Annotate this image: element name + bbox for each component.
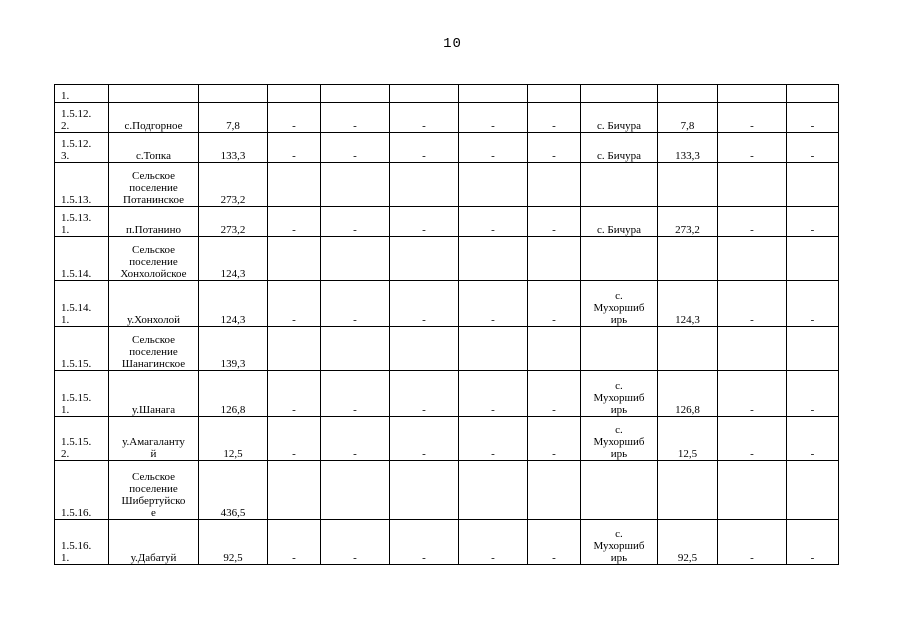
cell-col5: [321, 103, 390, 133]
cell-col8-text: -: [552, 224, 556, 236]
data-table: [54, 84, 839, 565]
cell-number: [55, 327, 109, 371]
cell-col4: [268, 133, 321, 163]
cell-col4-text: -: [292, 150, 296, 162]
cell-col7-text: -: [491, 314, 495, 326]
cell-col5-text: -: [353, 552, 357, 564]
table-row: [55, 207, 839, 237]
cell-number: [55, 371, 109, 417]
cell-col8: [528, 237, 581, 281]
cell-col7-text: -: [491, 404, 495, 416]
cell-value: [199, 133, 268, 163]
cell-col5-text: -: [353, 404, 357, 416]
cell-value-2-text: 7,8: [680, 120, 695, 132]
cell-center: [581, 237, 658, 281]
cell-settlement-name-text: у.Дабатуй: [130, 552, 177, 564]
cell-col12: [787, 163, 839, 207]
cell-center: [581, 281, 658, 327]
cell-number: [55, 163, 109, 207]
cell-col4: [268, 163, 321, 207]
cell-col6-text: -: [422, 552, 426, 564]
cell-number-text: 1.5.15.: [61, 358, 92, 370]
table-body: [55, 85, 839, 565]
cell-col12: [787, 327, 839, 371]
cell-value: [199, 103, 268, 133]
cell-settlement-name-text: у.Хонхолой: [126, 314, 181, 326]
cell-col12: [787, 461, 839, 520]
cell-col11: [718, 461, 787, 520]
cell-col5: [321, 281, 390, 327]
cell-settlement-name-text: у.Амагаланту й: [122, 436, 185, 460]
cell-col11: [718, 237, 787, 281]
cell-col12: [787, 520, 839, 565]
cell-col12-text: -: [810, 448, 815, 460]
cell-col4: [268, 281, 321, 327]
cell-col6: [390, 461, 459, 520]
cell-value: [199, 207, 268, 237]
cell-col8: [528, 371, 581, 417]
cell-settlement-name-text: с.Подгорное: [124, 120, 183, 132]
cell-col8-text: -: [552, 314, 556, 326]
cell-center-text: с. Мухоршиб ирь: [593, 424, 645, 460]
cell-col4-text: -: [292, 448, 296, 460]
table-row: [55, 85, 839, 103]
cell-col6: [390, 237, 459, 281]
cell-col7-text: -: [491, 448, 495, 460]
cell-col5: [321, 207, 390, 237]
cell-col6: [390, 327, 459, 371]
cell-col12: [787, 371, 839, 417]
cell-col4: [268, 371, 321, 417]
cell-col12-text: -: [810, 314, 815, 326]
cell-settlement-name: [109, 417, 199, 461]
cell-col4-text: -: [292, 224, 296, 236]
cell-value-2-text: 124,3: [675, 314, 700, 326]
cell-value-2: [658, 371, 718, 417]
cell-settlement-name: [109, 133, 199, 163]
cell-col7: [459, 417, 528, 461]
cell-value-2: [658, 417, 718, 461]
cell-number: [55, 461, 109, 520]
cell-value: [199, 461, 268, 520]
cell-col11-text: -: [750, 552, 754, 564]
cell-value-2: [658, 461, 718, 520]
cell-number: [55, 103, 109, 133]
cell-number-text: 1.: [61, 90, 70, 102]
cell-col12-text: -: [810, 224, 815, 236]
cell-col4: [268, 461, 321, 520]
cell-value-2-text: 133,3: [675, 150, 700, 162]
cell-settlement-name-text: п.Потанино: [126, 224, 181, 236]
cell-number-text: 1.5.15. 1.: [61, 392, 92, 416]
cell-settlement-name: [109, 461, 199, 520]
cell-col4-text: -: [292, 120, 296, 132]
cell-col11: [718, 417, 787, 461]
cell-col6-text: -: [422, 224, 426, 236]
cell-center-text: с. Мухоршиб ирь: [593, 380, 645, 416]
cell-col7-text: -: [491, 120, 495, 132]
cell-col7: [459, 85, 528, 103]
cell-col11-text: -: [750, 404, 754, 416]
cell-col5-text: -: [353, 224, 357, 236]
cell-col4: [268, 207, 321, 237]
cell-col8: [528, 327, 581, 371]
cell-col5: [321, 133, 390, 163]
cell-number-text: 1.5.12. 2.: [61, 108, 92, 132]
cell-settlement-name-text: Сельское поселение Шибертуйско е: [121, 471, 186, 519]
cell-number-text: 1.5.15. 2.: [61, 436, 92, 460]
cell-value-text: 124,3: [220, 314, 246, 326]
table-row: [55, 417, 839, 461]
cell-center: [581, 85, 658, 103]
cell-col7-text: -: [491, 224, 495, 236]
cell-value-2: [658, 133, 718, 163]
cell-col5: [321, 85, 390, 103]
cell-col5: [321, 461, 390, 520]
cell-value-text: 139,3: [220, 358, 246, 370]
cell-col6-text: -: [422, 448, 426, 460]
cell-value-text: 126,8: [220, 404, 246, 416]
cell-center: [581, 103, 658, 133]
cell-col8: [528, 133, 581, 163]
cell-col12-text: -: [810, 404, 815, 416]
cell-col6-text: -: [422, 404, 426, 416]
cell-col6: [390, 133, 459, 163]
cell-col7: [459, 281, 528, 327]
cell-col7-text: -: [491, 552, 495, 564]
cell-col11: [718, 281, 787, 327]
cell-col11-text: -: [750, 150, 754, 162]
cell-col11: [718, 207, 787, 237]
cell-col4-text: -: [292, 404, 296, 416]
cell-value-text: 124,3: [220, 268, 246, 280]
cell-col6: [390, 520, 459, 565]
cell-number-text: 1.5.13.: [61, 194, 92, 206]
cell-value-2: [658, 163, 718, 207]
cell-value-2: [658, 281, 718, 327]
cell-center-text: с. Бичура: [597, 150, 641, 162]
cell-col12-text: -: [810, 120, 815, 132]
cell-col5: [321, 520, 390, 565]
cell-number: [55, 520, 109, 565]
cell-col5-text: -: [353, 120, 357, 132]
cell-settlement-name: [109, 327, 199, 371]
cell-col8-text: -: [552, 448, 556, 460]
cell-number: [55, 281, 109, 327]
cell-col4: [268, 85, 321, 103]
cell-number-text: 1.5.13. 1.: [61, 212, 92, 236]
cell-center: [581, 163, 658, 207]
cell-value-2: [658, 327, 718, 371]
cell-col6-text: -: [422, 314, 426, 326]
cell-value: [199, 327, 268, 371]
cell-value-text: 92,5: [223, 552, 243, 564]
cell-col8: [528, 103, 581, 133]
cell-col12: [787, 281, 839, 327]
cell-col4-text: -: [292, 552, 296, 564]
cell-value-text: 273,2: [220, 224, 246, 236]
cell-value-2: [658, 207, 718, 237]
cell-value-text: 12,5: [223, 448, 243, 460]
cell-center: [581, 207, 658, 237]
cell-col7: [459, 163, 528, 207]
cell-col12: [787, 237, 839, 281]
cell-number: [55, 417, 109, 461]
cell-center-text: с. Бичура: [597, 120, 641, 132]
cell-settlement-name-text: с.Топка: [136, 150, 171, 162]
cell-value-2: [658, 520, 718, 565]
cell-col11-text: -: [750, 120, 754, 132]
cell-col11: [718, 133, 787, 163]
cell-col5: [321, 163, 390, 207]
cell-value-text: 436,5: [220, 507, 246, 519]
cell-col6: [390, 207, 459, 237]
cell-col12: [787, 133, 839, 163]
cell-col11: [718, 520, 787, 565]
cell-number-text: 1.5.14. 1.: [61, 302, 92, 326]
page-number: 10: [443, 36, 462, 52]
cell-col5-text: -: [353, 150, 357, 162]
cell-col8: [528, 163, 581, 207]
cell-col12-text: -: [810, 552, 815, 564]
cell-col4-text: -: [292, 314, 296, 326]
cell-center-text: с. Мухоршиб ирь: [593, 528, 645, 564]
cell-col4: [268, 237, 321, 281]
cell-col5-text: -: [353, 448, 357, 460]
cell-col7-text: -: [491, 150, 495, 162]
cell-col12: [787, 85, 839, 103]
cell-settlement-name: [109, 85, 199, 103]
cell-value: [199, 85, 268, 103]
cell-col11-text: -: [750, 314, 754, 326]
cell-value-2-text: 126,8: [675, 404, 700, 416]
cell-value-2-text: 12,5: [677, 448, 698, 460]
cell-settlement-name: [109, 371, 199, 417]
cell-center: [581, 371, 658, 417]
cell-settlement-name-text: у.Шанага: [131, 404, 176, 416]
cell-center: [581, 133, 658, 163]
cell-settlement-name: [109, 207, 199, 237]
cell-col11-text: -: [750, 448, 754, 460]
cell-col12: [787, 103, 839, 133]
table-row: [55, 103, 839, 133]
cell-col6: [390, 281, 459, 327]
cell-value: [199, 520, 268, 565]
cell-col7: [459, 327, 528, 371]
cell-col7: [459, 371, 528, 417]
cell-value: [199, 163, 268, 207]
cell-value-2-text: 273,2: [675, 224, 700, 236]
cell-col7: [459, 520, 528, 565]
cell-col5: [321, 237, 390, 281]
cell-col8-text: -: [552, 150, 556, 162]
table-row: [55, 327, 839, 371]
cell-value-2: [658, 237, 718, 281]
cell-col4: [268, 417, 321, 461]
cell-col4: [268, 103, 321, 133]
cell-number-text: 1.5.16.: [61, 507, 92, 519]
cell-col6: [390, 85, 459, 103]
cell-number: [55, 85, 109, 103]
cell-col6: [390, 371, 459, 417]
cell-value: [199, 417, 268, 461]
cell-settlement-name-text: Сельское поселение Хонхолойское: [120, 244, 187, 280]
table-row: [55, 461, 839, 520]
cell-settlement-name-text: Сельское поселение Шанагинское: [121, 334, 186, 370]
cell-col4: [268, 327, 321, 371]
cell-center: [581, 461, 658, 520]
cell-col4: [268, 520, 321, 565]
table-row: [55, 371, 839, 417]
cell-center-text: с. Мухоршиб ирь: [593, 290, 645, 326]
cell-value: [199, 237, 268, 281]
cell-col5-text: -: [353, 314, 357, 326]
cell-col8-text: -: [552, 120, 556, 132]
cell-col12: [787, 417, 839, 461]
cell-col8: [528, 417, 581, 461]
cell-col5: [321, 417, 390, 461]
cell-col8: [528, 281, 581, 327]
cell-settlement-name: [109, 237, 199, 281]
cell-col6-text: -: [422, 120, 426, 132]
cell-col11-text: -: [750, 224, 754, 236]
cell-center: [581, 327, 658, 371]
cell-col8: [528, 207, 581, 237]
cell-settlement-name: [109, 281, 199, 327]
cell-col8: [528, 85, 581, 103]
cell-col7: [459, 461, 528, 520]
cell-value: [199, 371, 268, 417]
cell-settlement-name: [109, 103, 199, 133]
cell-value: [199, 281, 268, 327]
cell-col11: [718, 163, 787, 207]
cell-value-text: 273,2: [220, 194, 246, 206]
cell-col8-text: -: [552, 552, 556, 564]
cell-value-text: 133,3: [220, 150, 246, 162]
cell-col8: [528, 520, 581, 565]
cell-col8-text: -: [552, 404, 556, 416]
table-row: [55, 237, 839, 281]
cell-col6: [390, 163, 459, 207]
cell-value-2: [658, 85, 718, 103]
cell-col12-text: -: [810, 150, 815, 162]
cell-value-text: 7,8: [226, 120, 240, 132]
cell-center: [581, 417, 658, 461]
cell-col7: [459, 237, 528, 281]
cell-col11: [718, 371, 787, 417]
cell-settlement-name: [109, 520, 199, 565]
table-row: [55, 163, 839, 207]
table-row: [55, 520, 839, 565]
table-row: [55, 133, 839, 163]
cell-number: [55, 207, 109, 237]
cell-col7: [459, 103, 528, 133]
cell-value-2-text: 92,5: [677, 552, 698, 564]
cell-col11: [718, 327, 787, 371]
cell-col6: [390, 103, 459, 133]
cell-settlement-name: [109, 163, 199, 207]
cell-center: [581, 520, 658, 565]
cell-col6: [390, 417, 459, 461]
cell-col11: [718, 85, 787, 103]
cell-number-text: 1.5.14.: [61, 268, 92, 280]
cell-center-text: с. Бичура: [597, 224, 641, 236]
cell-number: [55, 237, 109, 281]
cell-number-text: 1.5.16. 1.: [61, 540, 92, 564]
cell-col11: [718, 103, 787, 133]
cell-col5: [321, 371, 390, 417]
cell-settlement-name-text: Сельское поселение Потанинское: [123, 170, 184, 206]
table-row: [55, 281, 839, 327]
cell-col7: [459, 207, 528, 237]
cell-number: [55, 133, 109, 163]
cell-col5: [321, 327, 390, 371]
cell-col6-text: -: [422, 150, 426, 162]
cell-col8: [528, 461, 581, 520]
cell-value-2: [658, 103, 718, 133]
cell-col7: [459, 133, 528, 163]
cell-number-text: 1.5.12. 3.: [61, 138, 92, 162]
cell-col12: [787, 207, 839, 237]
